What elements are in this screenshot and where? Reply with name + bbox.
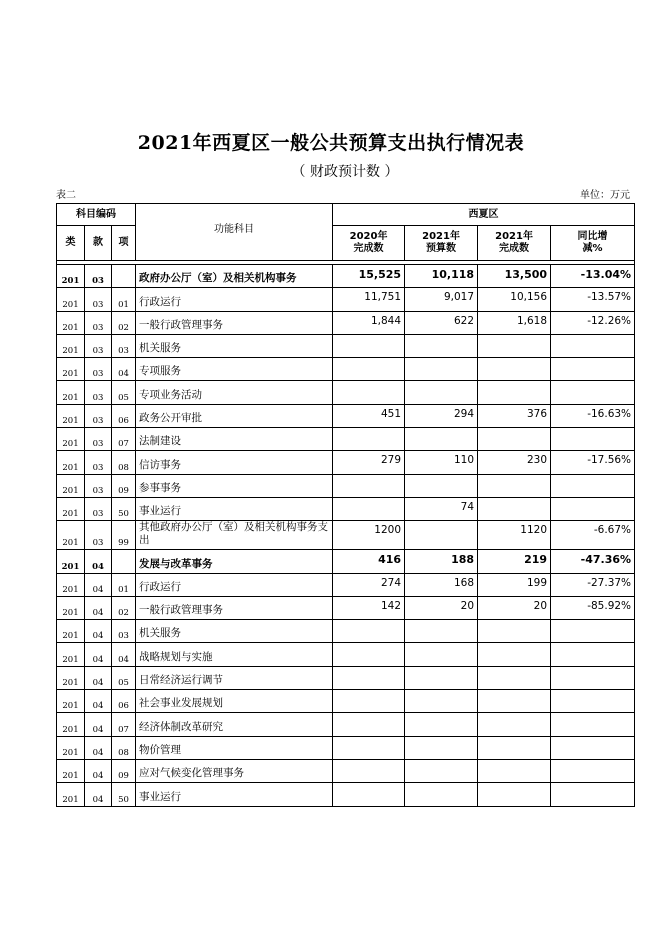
item-code: 05 xyxy=(112,666,136,689)
value-change: -13.57% xyxy=(551,288,635,311)
value-2020-actual xyxy=(333,474,405,497)
value-change xyxy=(551,666,635,689)
table-row xyxy=(57,783,635,806)
table-row xyxy=(57,358,635,381)
value-change xyxy=(551,428,635,451)
section-code: 04 xyxy=(85,759,112,782)
table-row xyxy=(57,521,635,550)
function-name: 政府办公厅（室）及相关机构事务 xyxy=(136,265,333,288)
function-name: 机关服务 xyxy=(136,334,333,357)
class-code: 201 xyxy=(57,736,85,759)
value-2020-actual xyxy=(333,713,405,736)
class-code: 201 xyxy=(57,358,85,381)
item-code: 03 xyxy=(112,334,136,357)
table-row xyxy=(57,497,635,520)
value-2020-actual xyxy=(333,783,405,806)
item-code: 06 xyxy=(112,404,136,427)
value-2021-budget xyxy=(405,521,478,550)
table-row xyxy=(57,690,635,713)
table-row xyxy=(57,381,635,404)
value-2021-budget xyxy=(405,358,478,381)
value-change: -13.04% xyxy=(551,265,635,288)
value-change xyxy=(551,497,635,520)
value-2021-actual: 1,618 xyxy=(478,311,551,334)
header-class: 类 xyxy=(57,226,85,261)
value-2021-budget xyxy=(405,474,478,497)
value-2020-actual: 451 xyxy=(333,404,405,427)
value-2020-actual: 279 xyxy=(333,451,405,474)
value-change xyxy=(551,334,635,357)
item-code: 02 xyxy=(112,596,136,619)
value-2021-budget: 294 xyxy=(405,404,478,427)
function-name: 战略规划与实施 xyxy=(136,643,333,666)
class-code: 201 xyxy=(57,474,85,497)
section-code: 03 xyxy=(85,404,112,427)
value-2021-actual xyxy=(478,334,551,357)
table-row xyxy=(57,474,635,497)
value-change: -47.36% xyxy=(551,550,635,573)
function-name: 其他政府办公厅（室）及相关机构事务支出 xyxy=(136,521,333,550)
item-code: 07 xyxy=(112,428,136,451)
item-code: 01 xyxy=(112,288,136,311)
value-2021-budget xyxy=(405,428,478,451)
function-name: 事业运行 xyxy=(136,783,333,806)
table-row xyxy=(57,596,635,619)
class-code: 201 xyxy=(57,666,85,689)
class-code: 201 xyxy=(57,428,85,451)
function-name: 参事事务 xyxy=(136,474,333,497)
section-code: 04 xyxy=(85,713,112,736)
expenditure-table xyxy=(56,203,635,807)
class-code: 201 xyxy=(57,381,85,404)
item-code xyxy=(112,550,136,573)
value-2020-actual: 142 xyxy=(333,596,405,619)
section-code: 04 xyxy=(85,550,112,573)
item-code: 06 xyxy=(112,690,136,713)
item-code: 50 xyxy=(112,783,136,806)
table-row xyxy=(57,643,635,666)
table-row xyxy=(57,428,635,451)
value-2021-actual: 219 xyxy=(478,550,551,573)
value-2021-budget xyxy=(405,736,478,759)
table-row xyxy=(57,334,635,357)
value-2021-actual: 376 xyxy=(478,404,551,427)
class-code: 201 xyxy=(57,713,85,736)
value-change xyxy=(551,759,635,782)
table-row xyxy=(57,666,635,689)
class-code: 201 xyxy=(57,451,85,474)
table-row xyxy=(57,713,635,736)
header-2021-budget: 2021年预算数 xyxy=(405,226,478,261)
value-2021-actual xyxy=(478,358,551,381)
function-name: 专项业务活动 xyxy=(136,381,333,404)
table-row xyxy=(57,404,635,427)
value-2021-actual xyxy=(478,381,551,404)
section-code: 03 xyxy=(85,521,112,550)
class-code: 201 xyxy=(57,311,85,334)
item-code: 04 xyxy=(112,358,136,381)
value-2020-actual xyxy=(333,620,405,643)
table-row xyxy=(57,265,635,288)
item-code xyxy=(112,265,136,288)
value-2021-budget: 622 xyxy=(405,311,478,334)
value-2021-budget xyxy=(405,713,478,736)
value-change xyxy=(551,736,635,759)
function-name: 物价管理 xyxy=(136,736,333,759)
class-code: 201 xyxy=(57,334,85,357)
item-code: 50 xyxy=(112,497,136,520)
item-code: 08 xyxy=(112,451,136,474)
section-code: 03 xyxy=(85,311,112,334)
class-code: 201 xyxy=(57,596,85,619)
value-change: -17.56% xyxy=(551,451,635,474)
value-2021-budget xyxy=(405,334,478,357)
value-2021-actual xyxy=(478,690,551,713)
header-function: 功能科目 xyxy=(136,204,333,261)
value-change xyxy=(551,620,635,643)
function-name: 行政运行 xyxy=(136,573,333,596)
value-2021-budget: 9,017 xyxy=(405,288,478,311)
value-2020-actual xyxy=(333,666,405,689)
value-2021-actual xyxy=(478,474,551,497)
function-name: 事业运行 xyxy=(136,497,333,520)
section-code: 03 xyxy=(85,381,112,404)
value-change xyxy=(551,474,635,497)
value-2021-actual xyxy=(478,620,551,643)
value-2021-actual xyxy=(478,666,551,689)
section-code: 04 xyxy=(85,783,112,806)
value-2021-actual xyxy=(478,643,551,666)
function-name: 日常经济运行调节 xyxy=(136,666,333,689)
value-2020-actual: 11,751 xyxy=(333,288,405,311)
section-code: 04 xyxy=(85,620,112,643)
class-code: 201 xyxy=(57,759,85,782)
value-2021-actual xyxy=(478,736,551,759)
value-2020-actual xyxy=(333,643,405,666)
value-2021-budget: 188 xyxy=(405,550,478,573)
value-2021-actual: 230 xyxy=(478,451,551,474)
value-change xyxy=(551,358,635,381)
section-code: 03 xyxy=(85,334,112,357)
item-code: 01 xyxy=(112,573,136,596)
value-2021-actual xyxy=(478,497,551,520)
header-region: 西夏区 xyxy=(333,204,635,226)
section-code: 03 xyxy=(85,265,112,288)
value-2021-budget xyxy=(405,381,478,404)
item-code: 09 xyxy=(112,474,136,497)
section-code: 03 xyxy=(85,428,112,451)
value-2020-actual: 1200 xyxy=(333,521,405,550)
value-2021-budget xyxy=(405,666,478,689)
value-2020-actual xyxy=(333,759,405,782)
value-change: -12.26% xyxy=(551,311,635,334)
table-row xyxy=(57,620,635,643)
header-item: 项 xyxy=(112,226,136,261)
class-code: 201 xyxy=(57,783,85,806)
value-2021-budget xyxy=(405,643,478,666)
function-name: 政务公开审批 xyxy=(136,404,333,427)
class-code: 201 xyxy=(57,643,85,666)
value-change xyxy=(551,783,635,806)
class-code: 201 xyxy=(57,265,85,288)
function-name: 行政运行 xyxy=(136,288,333,311)
table-row xyxy=(57,288,635,311)
table-row xyxy=(57,759,635,782)
table-row xyxy=(57,451,635,474)
item-code: 03 xyxy=(112,620,136,643)
table-row xyxy=(57,311,635,334)
value-2021-budget xyxy=(405,690,478,713)
class-code: 201 xyxy=(57,521,85,550)
header-section: 款 xyxy=(85,226,112,261)
value-2021-budget: 168 xyxy=(405,573,478,596)
value-2021-actual: 199 xyxy=(478,573,551,596)
value-2020-actual xyxy=(333,334,405,357)
function-name: 机关服务 xyxy=(136,620,333,643)
page-subtitle: （ 财政预计数 ） xyxy=(291,164,399,180)
value-2021-budget xyxy=(405,620,478,643)
section-code: 04 xyxy=(85,690,112,713)
section-code: 03 xyxy=(85,474,112,497)
value-change: -16.63% xyxy=(551,404,635,427)
value-2020-actual: 274 xyxy=(333,573,405,596)
function-name: 社会事业发展规划 xyxy=(136,690,333,713)
item-code: 05 xyxy=(112,381,136,404)
value-2021-actual xyxy=(478,759,551,782)
section-code: 04 xyxy=(85,573,112,596)
class-code: 201 xyxy=(57,550,85,573)
value-2020-actual xyxy=(333,358,405,381)
value-change: -85.92% xyxy=(551,596,635,619)
value-2021-actual: 1120 xyxy=(478,521,551,550)
value-change xyxy=(551,643,635,666)
function-name: 专项服务 xyxy=(136,358,333,381)
value-2021-actual: 10,156 xyxy=(478,288,551,311)
value-2020-actual: 1,844 xyxy=(333,311,405,334)
class-code: 201 xyxy=(57,690,85,713)
header-change: 同比增减% xyxy=(551,226,635,261)
value-change xyxy=(551,381,635,404)
class-code: 201 xyxy=(57,573,85,596)
table-row xyxy=(57,573,635,596)
value-2020-actual xyxy=(333,736,405,759)
value-2021-actual xyxy=(478,713,551,736)
value-change xyxy=(551,713,635,736)
item-code: 09 xyxy=(112,759,136,782)
value-2021-actual: 20 xyxy=(478,596,551,619)
section-code: 03 xyxy=(85,288,112,311)
value-2020-actual xyxy=(333,381,405,404)
value-2020-actual xyxy=(333,690,405,713)
item-code: 99 xyxy=(112,521,136,550)
page-title: 2021年西夏区一般公共预算支出执行情况表 xyxy=(137,132,525,154)
value-2021-budget: 10,118 xyxy=(405,265,478,288)
table-number: 表二 xyxy=(56,190,76,201)
value-2021-budget: 110 xyxy=(405,451,478,474)
value-2020-actual: 416 xyxy=(333,550,405,573)
function-name: 一般行政管理事务 xyxy=(136,596,333,619)
table-row xyxy=(57,550,635,573)
class-code: 201 xyxy=(57,404,85,427)
value-2020-actual: 15,525 xyxy=(333,265,405,288)
function-name: 经济体制改革研究 xyxy=(136,713,333,736)
value-2020-actual xyxy=(333,428,405,451)
section-code: 04 xyxy=(85,596,112,619)
function-name: 应对气候变化管理事务 xyxy=(136,759,333,782)
value-2021-budget: 74 xyxy=(405,497,478,520)
value-2021-actual: 13,500 xyxy=(478,265,551,288)
unit-label: 单位：万元 xyxy=(580,190,630,201)
function-name: 信访事务 xyxy=(136,451,333,474)
section-code: 04 xyxy=(85,666,112,689)
item-code: 02 xyxy=(112,311,136,334)
section-code: 03 xyxy=(85,451,112,474)
value-change xyxy=(551,690,635,713)
item-code: 07 xyxy=(112,713,136,736)
section-code: 04 xyxy=(85,643,112,666)
function-name: 法制建设 xyxy=(136,428,333,451)
class-code: 201 xyxy=(57,288,85,311)
item-code: 04 xyxy=(112,643,136,666)
value-2020-actual xyxy=(333,497,405,520)
value-2021-budget xyxy=(405,783,478,806)
function-name: 发展与改革事务 xyxy=(136,550,333,573)
item-code: 08 xyxy=(112,736,136,759)
value-2021-actual xyxy=(478,783,551,806)
header-2020-actual: 2020年完成数 xyxy=(333,226,405,261)
function-name: 一般行政管理事务 xyxy=(136,311,333,334)
value-2021-actual xyxy=(478,428,551,451)
section-code: 03 xyxy=(85,497,112,520)
class-code: 201 xyxy=(57,497,85,520)
header-code-group: 科目编码 xyxy=(57,204,136,226)
header-2021-actual: 2021年完成数 xyxy=(478,226,551,261)
value-2021-budget: 20 xyxy=(405,596,478,619)
table-row xyxy=(57,736,635,759)
section-code: 03 xyxy=(85,358,112,381)
value-change: -27.37% xyxy=(551,573,635,596)
class-code: 201 xyxy=(57,620,85,643)
value-2021-budget xyxy=(405,759,478,782)
section-code: 04 xyxy=(85,736,112,759)
value-change: -6.67% xyxy=(551,521,635,550)
